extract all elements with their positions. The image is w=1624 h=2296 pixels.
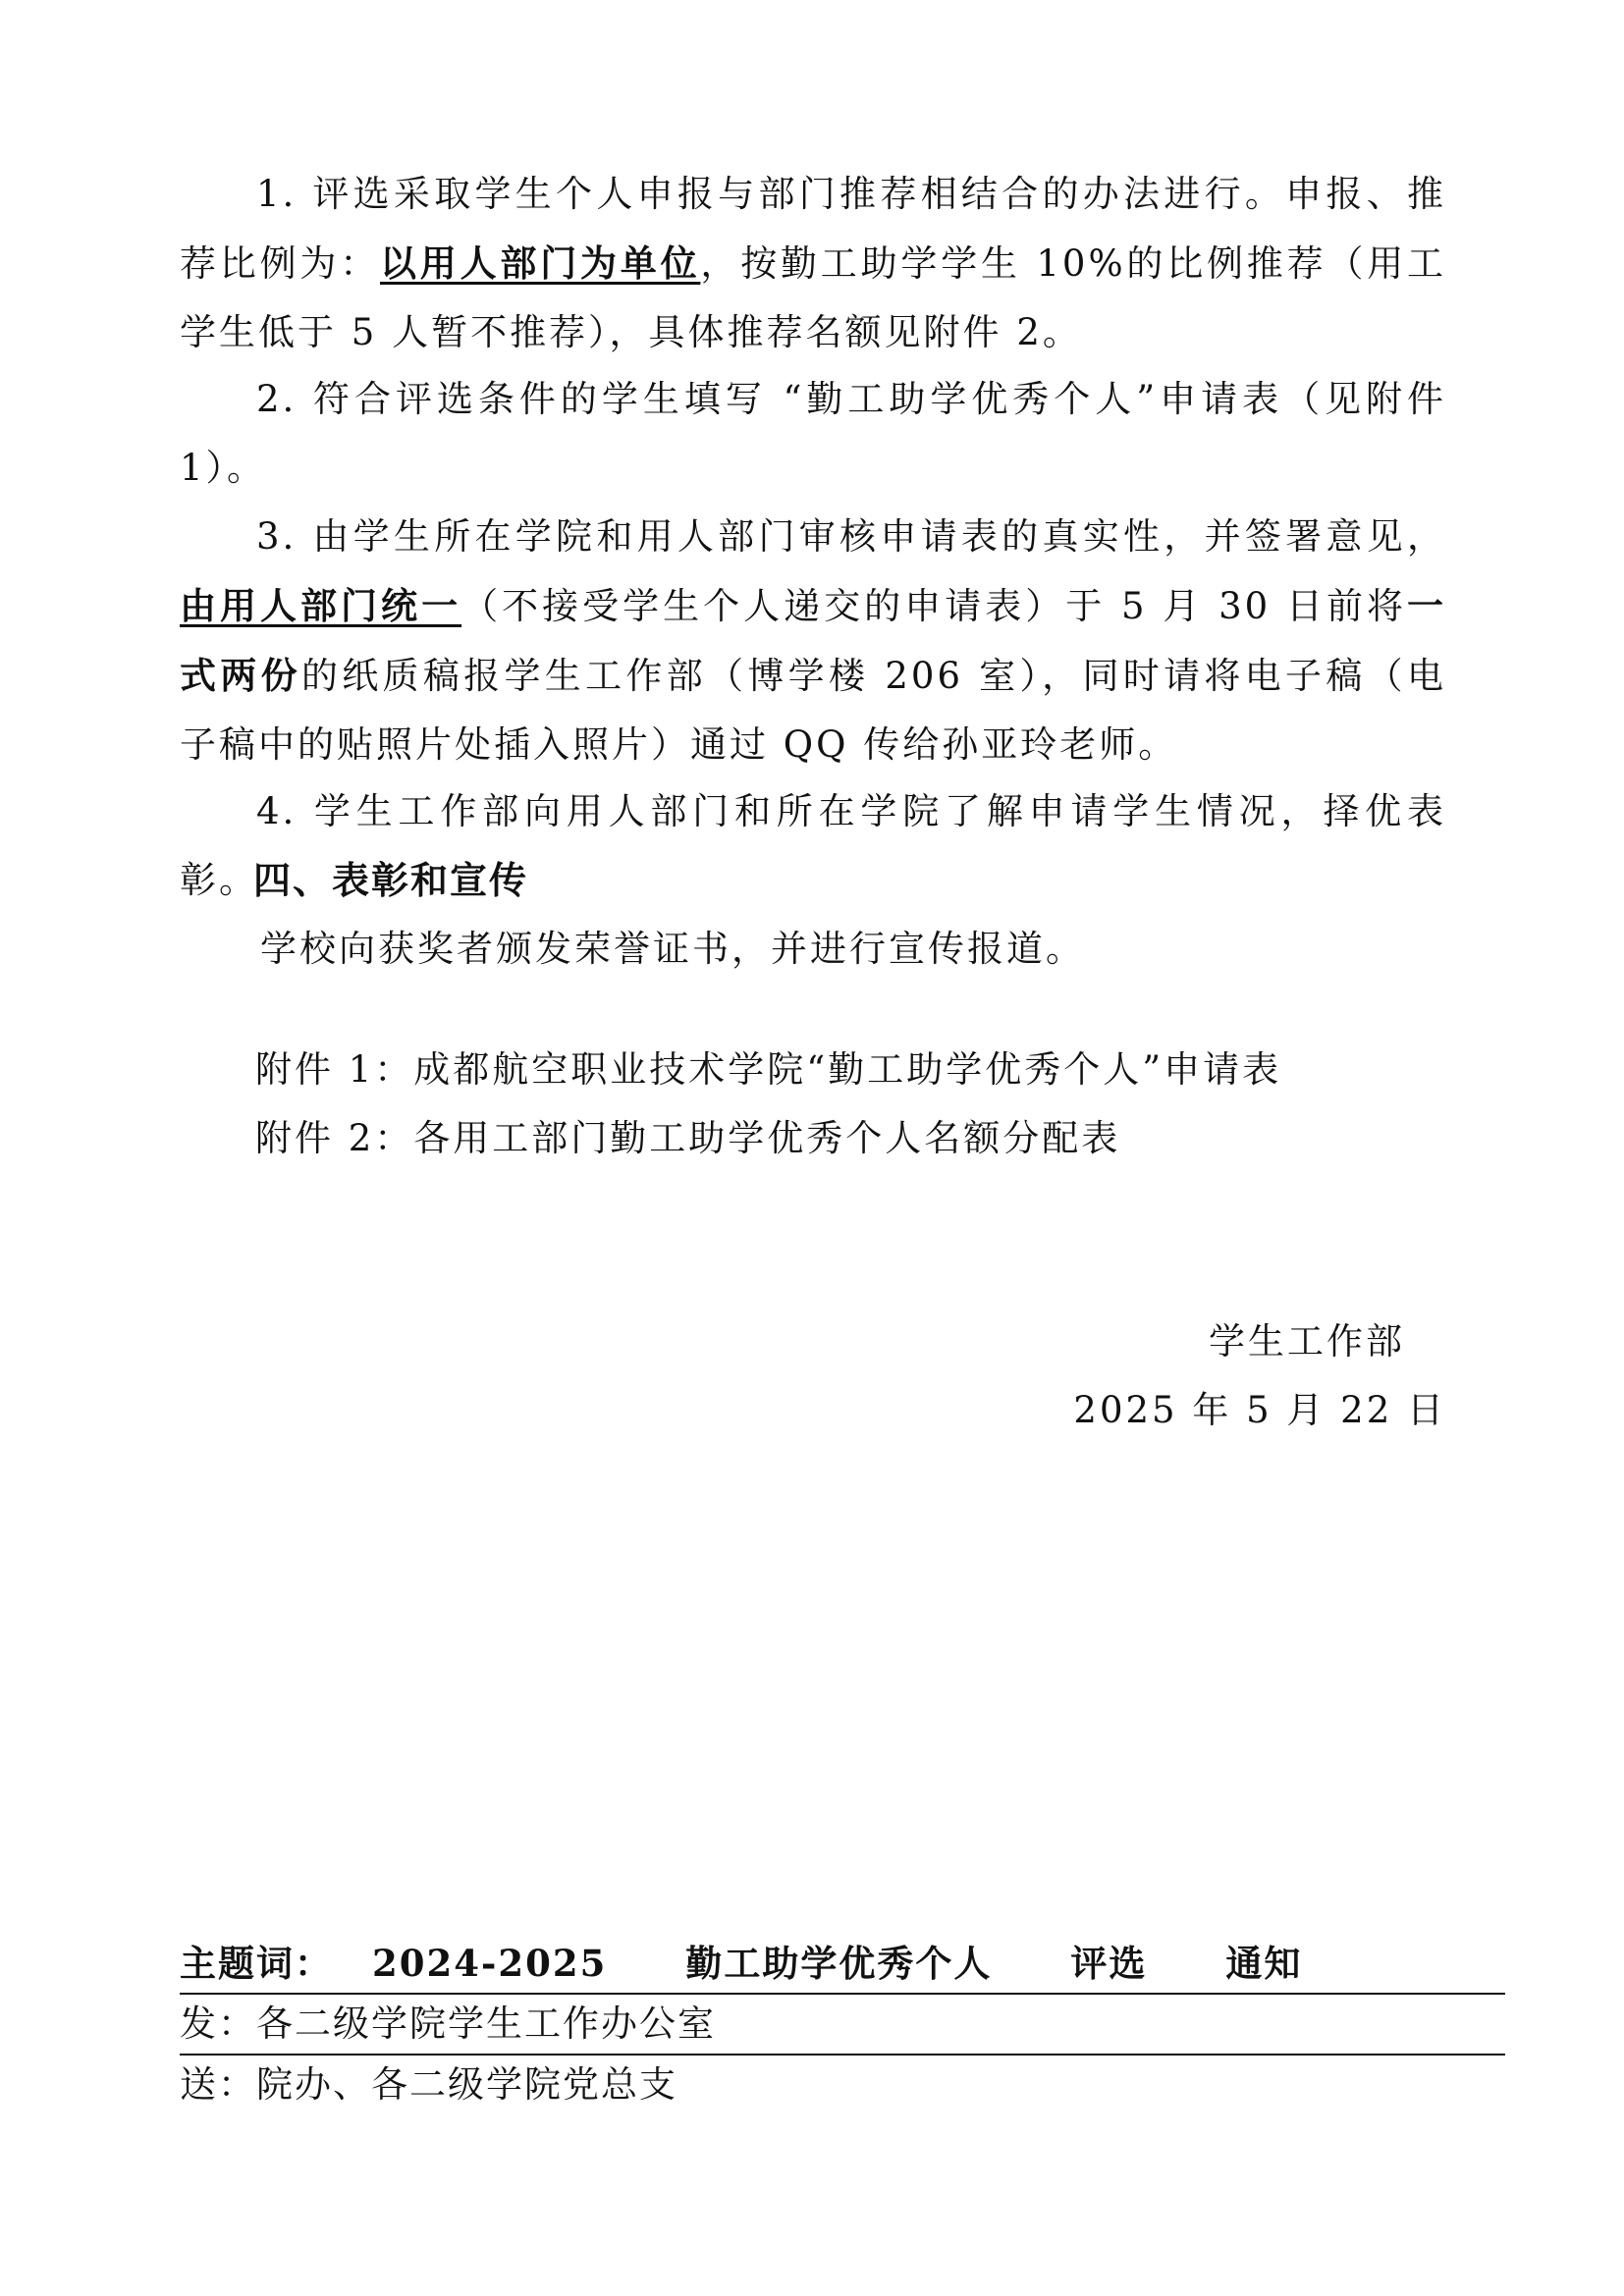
- paragraph-3-emphasis-unified: 由用人部门统一: [180, 584, 462, 627]
- cc-row: [180, 2056, 1505, 2114]
- paragraph-2-text: 2. 符合评选条件的学生填写 “勤工助学优秀个人”申请表（见附件 1）。: [180, 378, 1446, 489]
- paragraph-1-tail: ，按勤工助学学生 10%的比例推荐（用工学生低于 5 人暂不推荐），具体推荐名额见附件 2。: [180, 242, 1447, 353]
- paragraph-3-mid: （不接受学生个人递交的申请表）于 5 月 30 日前将: [461, 585, 1407, 627]
- keyword-year: 2024-2025: [372, 1942, 608, 1985]
- paragraph-1-emphasis: 以用人部门为单位: [380, 241, 701, 285]
- paragraph-2: [180, 365, 1446, 503]
- attachment-1: 附件 1：成都航空职业技术学院“勤工助学优秀个人”申请表: [255, 1048, 1282, 1091]
- paragraph-4-text: 4. 学生工作部向用人部门和所在学院了解申请学生情况，择优表彰。: [180, 790, 1446, 901]
- issue-to: 发：各二级学院学生工作办公室: [180, 2002, 716, 2045]
- paragraph-1: [180, 160, 1446, 367]
- paragraph-3-tail: 的纸质稿报学生工作部（博学楼 206 室），同时请将电子稿（电子稿中的贴照片处插入照片）通过 QQ 传给孙亚玲老师。: [180, 655, 1446, 766]
- paragraph-3-lead: 3. 由学生所在学院和用人部门审核申请表的真实性，并签署意见，: [256, 515, 1446, 558]
- attachment-2: 附件 2：各用工部门勤工助学优秀个人名额分配表: [255, 1117, 1121, 1159]
- signature-organization: 学生工作部: [1209, 1320, 1405, 1362]
- issue-row: [180, 1995, 1505, 2054]
- keywords-row: [180, 1934, 1505, 1993]
- keyword-topic: 勤工助学优秀个人: [685, 1942, 993, 1985]
- paragraph-3: [180, 503, 1446, 779]
- copy-to: 送：院办、各二级学院党总支: [180, 2063, 677, 2106]
- paragraph-1-lead: 1. 评选采取学生个人申报与部门推荐相结合的办法进行。申报、推荐比例为：: [180, 173, 1446, 285]
- signature-date: 2025 年 5 月 22 日: [1073, 1389, 1446, 1431]
- keyword-selection: 评选: [1070, 1942, 1148, 1985]
- keyword-notice: 通知: [1225, 1942, 1303, 1985]
- section-heading-commendation: 四、表彰和宣传: [253, 858, 529, 902]
- keywords-label: 主题词：: [180, 1942, 333, 1985]
- document-footer: [180, 1934, 1505, 2114]
- section-commendation-text: 学校向获奖者颁发荣誉证书，并进行宣传报道。: [260, 928, 1085, 970]
- paragraph-3-emphasis-copies: 一式两份: [180, 584, 1446, 697]
